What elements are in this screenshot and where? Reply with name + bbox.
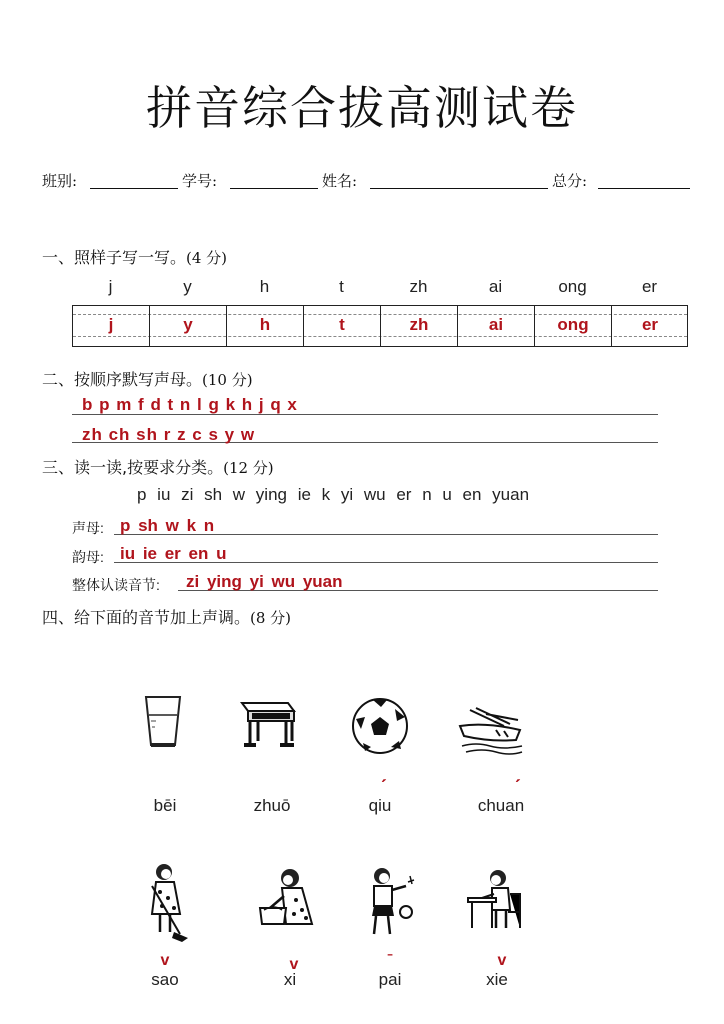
q1-heading-text: 一、照样子写一写。 [42,248,187,267]
sample-item: t [339,277,344,296]
tone-mark: v [160,952,170,969]
shengmu-label: 声母: [72,520,104,536]
grid-cell[interactable] [150,306,227,346]
yunmu-line[interactable] [114,542,658,563]
grid-cell[interactable] [73,306,150,346]
zhengti-line[interactable] [178,570,658,591]
grid-cell[interactable] [227,306,304,346]
answer-text: y [183,315,193,334]
q4-score: (8 分) [250,609,292,627]
zhengti-label: 整体认读音节: [72,577,160,593]
q3-score: (12 分) [223,459,274,477]
number-field[interactable] [230,170,318,189]
q4-heading-text: 四、给下面的音节加上声调。 [42,608,251,627]
answer-text: h [259,315,271,334]
page-title: 拼音综合拔高测试卷 [146,81,578,135]
answer-text: ai [488,315,504,334]
tone-mark: v [289,956,299,973]
name-field[interactable] [370,170,548,189]
total-field[interactable] [598,170,690,189]
syllable: pai [378,970,402,989]
answer-text: t [339,315,345,334]
q2-answer-1: b p m f d t n l g k h j q x [82,395,298,414]
answer-text: er [641,315,659,334]
q2-heading [42,367,253,390]
syllable: bēi [153,796,177,815]
class-label: 班别: [42,172,78,190]
shengmu-answer: p sh w k n [120,516,215,535]
q2-answer-2: zh ch sh r z c s y w [82,425,256,444]
q1-heading [42,245,227,268]
sample-item: er [641,277,658,296]
q3-heading-text: 三、读一读,按要求分类。 [42,458,224,477]
grid-cell[interactable] [304,306,381,346]
tone-mark: ˉ [387,952,393,969]
q3-syllables: p iu zi sh w ying ie k yi wu er n u en yuan [137,485,530,504]
sample-item: zh [409,277,428,296]
q1-score: (4 分) [186,249,228,267]
shengmu-line[interactable] [114,514,658,535]
yunmu-answer: iu ie er en u [120,544,227,563]
zhengti-answer: zi ying yi wu yuan [186,572,343,591]
q3-heading [42,455,274,478]
writing-boy-picture [466,868,526,934]
sweeping-girl-picture [146,862,192,942]
syllable: qiu [368,796,392,815]
sample-item: ai [488,277,503,296]
syllable: sao [151,970,179,989]
q2-score: (10 分) [202,371,253,389]
boat-picture [456,700,526,756]
sample-item: j [108,277,113,296]
syllable: zhuō [253,796,291,815]
grid-cell[interactable] [458,306,535,346]
number-label: 学号: [182,172,218,190]
grid-cell[interactable] [381,306,458,346]
tone-mark: ˊ [514,777,522,799]
writing-grid [72,305,688,347]
q2-heading-text: 二、按顺序默写声母。 [42,370,203,389]
syllable: chuan [477,796,525,815]
grid-cell[interactable] [612,306,688,346]
name-label: 姓名: [322,172,358,190]
sample-item: y [183,277,192,296]
grid-cell[interactable] [535,306,612,346]
tone-mark: v [497,952,507,969]
desk-picture [236,695,296,751]
sample-item: ong [558,277,587,296]
q2-answer-line-2[interactable] [72,422,658,443]
q2-answer-line-1[interactable] [72,394,658,415]
washing-girl-picture [256,866,320,934]
patting-boy-picture [366,866,416,938]
syllable: xie [486,970,508,989]
tone-mark: ˊ [380,777,388,799]
answer-text: ong [557,315,589,334]
ball-picture [351,697,409,755]
q1-samples [72,277,688,299]
cup-picture [140,693,186,749]
syllable: xi [283,970,297,989]
answer-text: j [108,315,114,334]
total-label: 总分: [552,172,588,190]
class-field[interactable] [90,170,178,189]
q4-heading [42,605,291,628]
sample-item: h [259,277,270,296]
answer-text: zh [409,315,429,334]
yunmu-label: 韵母: [72,549,104,565]
